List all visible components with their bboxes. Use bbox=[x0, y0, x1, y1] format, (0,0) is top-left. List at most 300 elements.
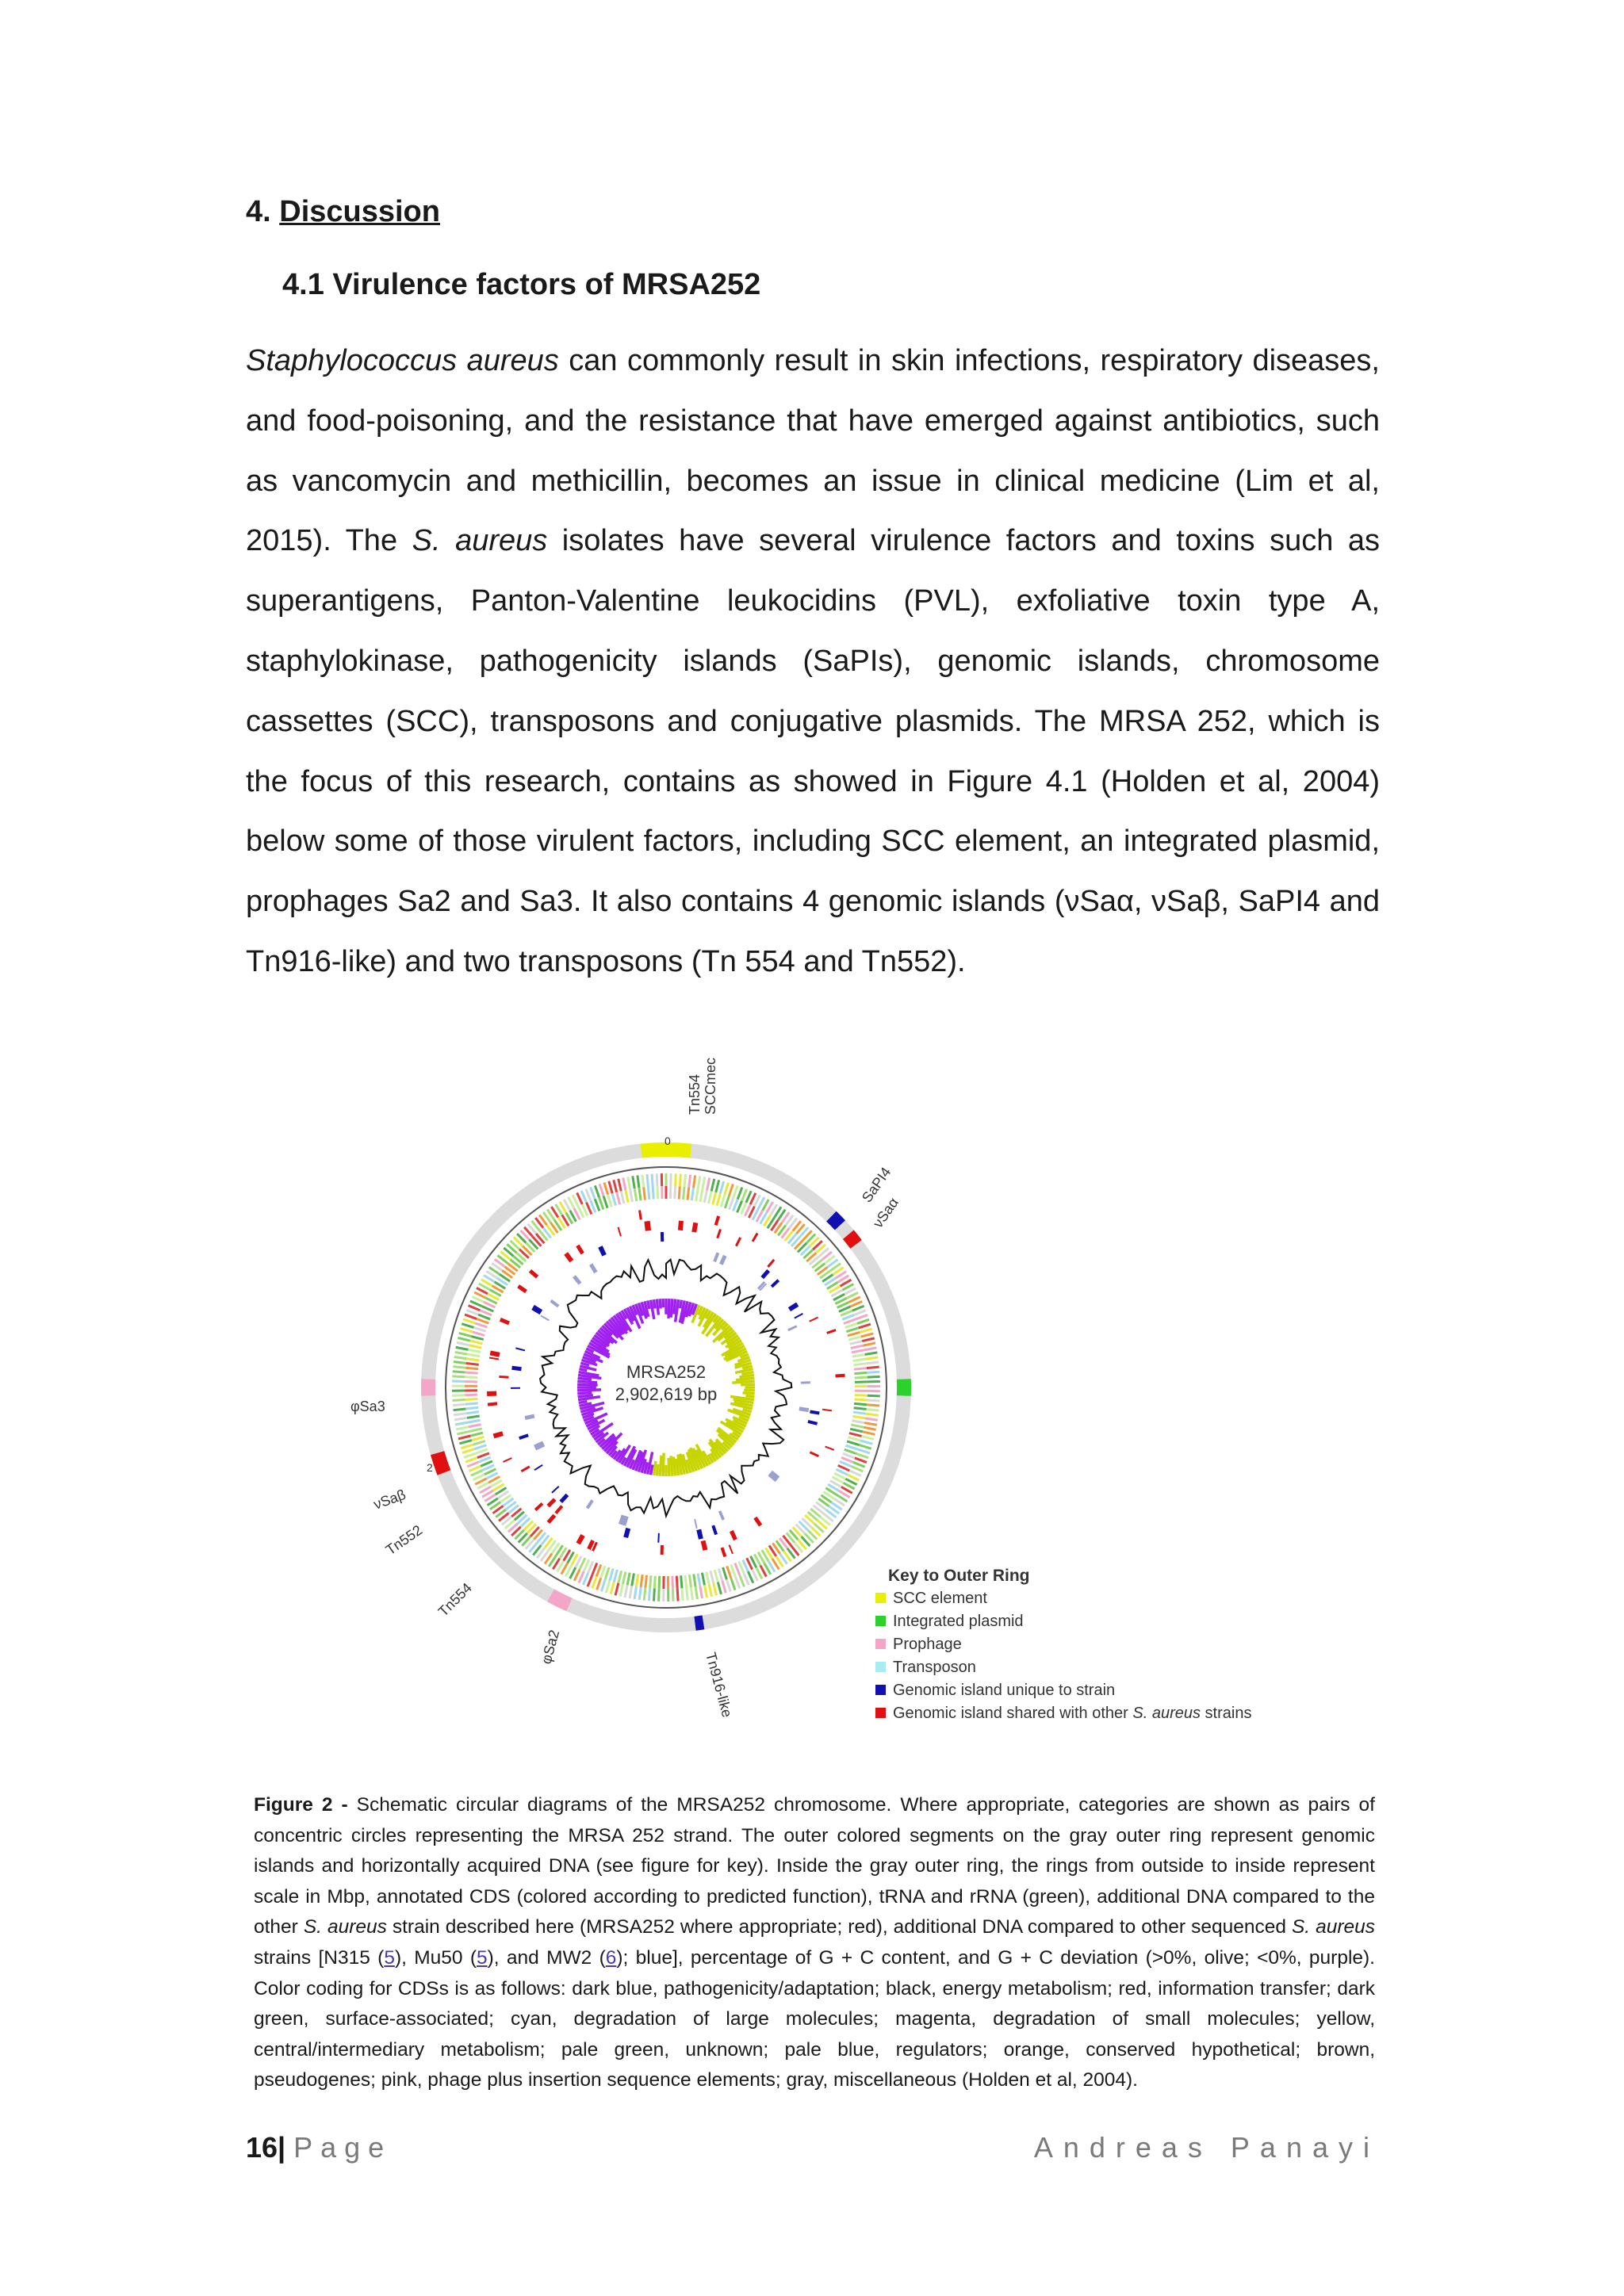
cds-tick bbox=[465, 1377, 477, 1378]
key-swatch bbox=[875, 1593, 886, 1603]
cds-tick bbox=[467, 1354, 480, 1357]
cds-tick bbox=[849, 1433, 862, 1437]
key-item-label: Transposon bbox=[893, 1659, 976, 1676]
cds-tick bbox=[467, 1416, 480, 1418]
cds-tick bbox=[467, 1359, 480, 1360]
feature-mark bbox=[548, 1515, 554, 1522]
cds-tick bbox=[574, 1569, 580, 1580]
cds-tick bbox=[731, 1565, 735, 1577]
circular-genome-diagram bbox=[333, 1039, 1316, 1752]
cds-tick bbox=[608, 1195, 612, 1207]
cds-tick bbox=[711, 1179, 714, 1192]
cds-tick bbox=[653, 1589, 654, 1601]
cds-tick bbox=[604, 1183, 608, 1195]
cds-tick bbox=[849, 1471, 861, 1476]
key-swatch bbox=[875, 1639, 886, 1649]
cds-tick bbox=[641, 1575, 642, 1587]
key-item-label: Genomic island shared with other S. aureus strains bbox=[893, 1705, 1252, 1722]
gc-content-bar bbox=[577, 1384, 598, 1385]
cds-tick bbox=[470, 1341, 483, 1344]
cds-tick bbox=[623, 1178, 626, 1191]
cds-tick bbox=[733, 1185, 737, 1197]
cds-tick bbox=[638, 1175, 639, 1188]
cds-tick bbox=[460, 1329, 472, 1332]
section-title: Discussion bbox=[279, 195, 440, 228]
feature-mark bbox=[488, 1403, 497, 1404]
gc-content-bar bbox=[671, 1456, 672, 1475]
gc-content-bar bbox=[578, 1395, 593, 1397]
cds-tick bbox=[592, 1576, 597, 1588]
cds-tick bbox=[615, 1583, 619, 1596]
caption-text-b: strain described here (MRSA252 where appropriate; red), additional DNA compared to other sequenced bbox=[386, 1916, 1292, 1938]
cds-tick bbox=[469, 1345, 482, 1348]
cds-tick bbox=[854, 1368, 867, 1370]
cds-tick bbox=[862, 1338, 875, 1341]
cds-tick bbox=[722, 1581, 726, 1593]
cds-tick bbox=[611, 1582, 614, 1594]
cds-tick bbox=[466, 1310, 478, 1314]
cds-tick bbox=[845, 1323, 857, 1327]
cds-tick bbox=[720, 1181, 723, 1193]
cds-tick bbox=[688, 1188, 689, 1200]
gc-content-bar bbox=[663, 1453, 664, 1476]
genome-size: 2,902,619 bp bbox=[615, 1384, 718, 1404]
gc-content-bar bbox=[653, 1461, 656, 1475]
cds-tick bbox=[859, 1445, 871, 1449]
feature-mark bbox=[588, 1500, 593, 1508]
cds-tick bbox=[742, 1189, 747, 1201]
feature-mark bbox=[736, 1238, 740, 1246]
cds-tick bbox=[645, 1575, 647, 1588]
feature-mark bbox=[534, 1465, 542, 1470]
cds-tick bbox=[672, 1589, 673, 1601]
feature-mark bbox=[799, 1409, 809, 1410]
cds-tick bbox=[588, 1575, 592, 1586]
cds-tick bbox=[469, 1429, 482, 1431]
cds-tick bbox=[841, 1311, 852, 1315]
feature-mark bbox=[577, 1246, 582, 1253]
feature-mark bbox=[714, 1253, 718, 1261]
cds-tick bbox=[677, 1589, 678, 1601]
caption-text-f: ); blue], percentage of G + C content, and G + C deviation (>0%, olive; <0%, purple). Color coding for CDSs is as follows: dark blue, pathogenicity/adaptation; black, energy metabolism; red, information transfer; dark green, surface-associated; cyan, degradation of large molecules; magenta, degradation of small molecules; yellow, central/intermediary metabolism; pale green, unknown; pale blue, regulators; orange, conserved hypothetical; brown, pseudogenes; pink, phage plus insertion sequence elements; gray, miscellaneous (Holden et al, 2004). bbox=[254, 1946, 1375, 2091]
cds-tick bbox=[468, 1349, 481, 1352]
cds-tick bbox=[458, 1436, 471, 1439]
cds-tick bbox=[744, 1573, 749, 1585]
cds-tick bbox=[731, 1578, 735, 1590]
cds-tick bbox=[627, 1573, 630, 1586]
cds-tick bbox=[586, 1189, 591, 1201]
cds-tick bbox=[864, 1348, 877, 1350]
gc-content-bar bbox=[660, 1456, 661, 1476]
feature-mark bbox=[732, 1531, 736, 1540]
cds-tick bbox=[471, 1471, 483, 1476]
cds-tick bbox=[455, 1352, 468, 1354]
cds-tick bbox=[599, 1184, 603, 1196]
feature-mark bbox=[753, 1234, 757, 1242]
cds-tick bbox=[687, 1588, 688, 1601]
gc-content-bar bbox=[736, 1378, 754, 1380]
cds-tick bbox=[851, 1345, 864, 1348]
cds-tick bbox=[599, 1197, 603, 1209]
cds-tick bbox=[858, 1449, 870, 1453]
cds-tick bbox=[603, 1196, 607, 1208]
feature-mark bbox=[500, 1319, 509, 1323]
cds-tick bbox=[854, 1311, 866, 1315]
cds-tick bbox=[855, 1377, 868, 1378]
cds-tick bbox=[469, 1425, 481, 1427]
feature-mark bbox=[694, 1223, 695, 1232]
cds-tick bbox=[650, 1575, 651, 1588]
feature-mark bbox=[695, 1519, 697, 1529]
gc-content-bar bbox=[651, 1464, 653, 1475]
label-vsab: νSaβ bbox=[371, 1486, 408, 1513]
feature-mark bbox=[512, 1368, 522, 1369]
cds-tick bbox=[474, 1445, 486, 1449]
cds-tick bbox=[710, 1571, 714, 1583]
outer-ring-segment bbox=[438, 1453, 444, 1473]
cds-tick bbox=[639, 1188, 641, 1200]
feature-mark bbox=[552, 1487, 559, 1493]
cds-tick bbox=[469, 1306, 481, 1311]
cds-tick bbox=[577, 1193, 583, 1205]
cds-tick bbox=[672, 1576, 673, 1589]
outer-ring-segment bbox=[831, 1216, 840, 1225]
cds-tick bbox=[591, 1187, 596, 1199]
label-phisa3: φSa3 bbox=[350, 1399, 385, 1414]
cds-tick bbox=[843, 1453, 855, 1458]
footer-separator: | bbox=[278, 2131, 294, 2164]
cds-tick bbox=[717, 1193, 720, 1205]
gc-content-bar bbox=[671, 1299, 672, 1317]
genome-figure bbox=[333, 1039, 1316, 1752]
cds-tick bbox=[681, 1575, 682, 1588]
label-sapi4: SaPI4 bbox=[858, 1164, 894, 1206]
cds-tick bbox=[630, 1189, 633, 1202]
cds-tick bbox=[609, 1181, 612, 1193]
figure-caption bbox=[254, 1790, 1375, 2096]
gc-content-bar bbox=[674, 1299, 676, 1314]
feature-mark bbox=[718, 1229, 721, 1238]
cds-tick bbox=[750, 1193, 756, 1205]
caption-text-d: ), Mu50 ( bbox=[394, 1946, 477, 1969]
cds-tick bbox=[867, 1367, 879, 1368]
cds-tick bbox=[740, 1575, 745, 1586]
cds-tick bbox=[866, 1414, 879, 1415]
cds-tick bbox=[716, 1180, 719, 1192]
cds-tick bbox=[698, 1574, 700, 1586]
cds-tick bbox=[459, 1441, 471, 1444]
cds-tick bbox=[844, 1319, 856, 1323]
cds-tick bbox=[465, 1368, 478, 1369]
feature-mark bbox=[515, 1348, 525, 1350]
cds-tick bbox=[856, 1315, 868, 1319]
feature-mark bbox=[530, 1271, 537, 1277]
cds-tick bbox=[659, 1576, 660, 1589]
cds-tick bbox=[579, 1571, 584, 1583]
page-number: 16 bbox=[246, 2131, 278, 2164]
cds-tick bbox=[735, 1563, 740, 1575]
cds-tick bbox=[702, 1573, 704, 1586]
cds-tick bbox=[453, 1367, 465, 1368]
cds-tick bbox=[620, 1584, 622, 1597]
cds-tick bbox=[465, 1314, 477, 1318]
cds-tick bbox=[458, 1431, 470, 1433]
cds-tick bbox=[610, 1568, 613, 1580]
cds-tick bbox=[454, 1418, 467, 1419]
feature-mark bbox=[503, 1458, 511, 1462]
feature-mark bbox=[713, 1525, 716, 1534]
feature-mark bbox=[772, 1280, 779, 1287]
cds-tick bbox=[848, 1297, 860, 1303]
gc-content-bar bbox=[657, 1464, 658, 1475]
cds-tick bbox=[867, 1409, 879, 1410]
section-number: 4. bbox=[246, 195, 280, 228]
key-item-label: Integrated plasmid bbox=[893, 1613, 1024, 1630]
feature-mark bbox=[658, 1533, 659, 1543]
feature-mark bbox=[762, 1271, 768, 1278]
cds-tick bbox=[860, 1329, 871, 1332]
section-heading bbox=[246, 195, 440, 229]
cds-tick bbox=[707, 1178, 710, 1191]
gc-content-bar bbox=[680, 1300, 682, 1309]
cds-tick bbox=[852, 1355, 865, 1357]
cds-tick bbox=[842, 1315, 854, 1320]
cds-tick bbox=[621, 1191, 624, 1203]
cds-tick bbox=[695, 1586, 697, 1599]
cds-tick bbox=[850, 1341, 863, 1345]
cds-tick bbox=[476, 1449, 488, 1453]
gc-content-bar bbox=[741, 1384, 755, 1385]
gc-content-bar bbox=[732, 1381, 754, 1383]
gc-content-bar bbox=[743, 1393, 755, 1394]
gc-content-bar bbox=[660, 1299, 661, 1308]
cds-tick bbox=[457, 1342, 469, 1345]
cds-tick bbox=[647, 1174, 648, 1187]
gc-content-bar bbox=[648, 1300, 649, 1309]
paragraph-text-1: can commonly result in skin infections, respiratory diseases, and food-poisoning, and the resistance that have emerged against antibiotics, such as vancomycin and methicillin, becomes an issue in clinical medicine (Lim et al, 2015). The bbox=[246, 344, 1380, 558]
feature-mark bbox=[640, 1210, 642, 1219]
feature-mark bbox=[561, 1494, 567, 1502]
gc-content-bar bbox=[577, 1393, 592, 1394]
cds-tick bbox=[462, 1324, 473, 1328]
cds-tick bbox=[461, 1445, 473, 1448]
feature-mark bbox=[768, 1260, 774, 1267]
cds-tick bbox=[855, 1395, 868, 1396]
cds-tick bbox=[466, 1363, 479, 1364]
caption-text-e: ), and MW2 ( bbox=[487, 1946, 606, 1969]
cds-tick bbox=[685, 1575, 687, 1588]
cds-tick bbox=[465, 1399, 477, 1400]
cds-tick bbox=[847, 1441, 859, 1445]
key-title: Key to Outer Ring bbox=[888, 1567, 1030, 1585]
feature-mark bbox=[551, 1300, 559, 1306]
cds-tick bbox=[472, 1437, 484, 1440]
cds-tick bbox=[852, 1416, 865, 1418]
cds-tick bbox=[473, 1327, 485, 1331]
cds-tick bbox=[642, 1175, 644, 1188]
cds-tick bbox=[654, 1576, 655, 1589]
genome-name: MRSA252 bbox=[626, 1362, 707, 1382]
cds-tick bbox=[595, 1199, 599, 1211]
cds-tick bbox=[709, 1584, 711, 1597]
cds-tick bbox=[866, 1362, 879, 1364]
reference-link-1[interactable]: 5 bbox=[384, 1946, 395, 1969]
cds-tick bbox=[639, 1587, 641, 1600]
label-tn916: Tn916-like bbox=[703, 1650, 736, 1720]
cds-tick bbox=[453, 1404, 465, 1405]
cds-tick bbox=[456, 1427, 469, 1429]
cds-tick bbox=[735, 1577, 739, 1589]
outer-ring-segment bbox=[642, 1150, 691, 1151]
cds-tick bbox=[454, 1409, 466, 1410]
feature-mark bbox=[525, 1416, 534, 1418]
cds-tick bbox=[477, 1319, 488, 1323]
cds-tick bbox=[475, 1323, 487, 1327]
cds-tick bbox=[864, 1423, 877, 1425]
cds-tick bbox=[626, 1190, 628, 1203]
cds-tick bbox=[853, 1412, 866, 1414]
feature-mark bbox=[618, 1227, 620, 1236]
cds-tick bbox=[851, 1301, 863, 1306]
feature-mark bbox=[808, 1422, 818, 1424]
gc-content-bar bbox=[668, 1458, 669, 1476]
cds-tick bbox=[865, 1353, 878, 1355]
feature-mark bbox=[489, 1357, 499, 1359]
feature-mark bbox=[566, 1253, 572, 1261]
caption-italic-2: S. aureus bbox=[1291, 1916, 1375, 1938]
cds-tick bbox=[713, 1192, 716, 1205]
cds-tick bbox=[852, 1306, 864, 1311]
cds-tick bbox=[470, 1301, 482, 1306]
outer-ring-segment bbox=[551, 1595, 569, 1605]
cds-tick bbox=[462, 1449, 474, 1453]
cds-tick bbox=[841, 1457, 853, 1462]
cds-tick bbox=[853, 1462, 865, 1467]
cds-tick bbox=[860, 1441, 872, 1444]
cds-tick bbox=[634, 1188, 637, 1201]
cds-tick bbox=[867, 1400, 879, 1401]
cds-tick bbox=[632, 1574, 634, 1586]
cds-tick bbox=[694, 1574, 695, 1586]
feature-mark bbox=[490, 1353, 500, 1354]
cds-tick bbox=[463, 1319, 475, 1323]
cds-tick bbox=[468, 1420, 481, 1422]
cds-tick bbox=[852, 1467, 864, 1471]
cds-tick bbox=[859, 1324, 871, 1328]
cds-tick bbox=[581, 1191, 586, 1203]
cds-tick bbox=[845, 1449, 856, 1453]
cds-tick bbox=[676, 1576, 677, 1589]
cds-tick bbox=[729, 1184, 733, 1196]
gc-content-bar bbox=[579, 1402, 588, 1403]
cds-tick bbox=[467, 1462, 479, 1467]
feature-mark bbox=[521, 1467, 529, 1471]
cds-tick bbox=[721, 1195, 725, 1207]
cds-tick bbox=[477, 1453, 489, 1458]
cds-tick bbox=[845, 1445, 857, 1449]
cds-tick bbox=[855, 1458, 867, 1463]
feature-mark bbox=[788, 1326, 797, 1330]
cds-tick bbox=[861, 1436, 874, 1439]
cds-tick bbox=[753, 1570, 758, 1581]
cds-tick bbox=[601, 1579, 605, 1591]
cds-tick bbox=[689, 1575, 691, 1587]
cds-tick bbox=[714, 1583, 717, 1596]
cds-tick bbox=[718, 1582, 721, 1594]
cds-tick bbox=[696, 1188, 699, 1201]
caption-text-c: strains [N315 ( bbox=[254, 1946, 385, 1969]
footer-author: Andreas Panayi bbox=[1033, 2131, 1380, 2164]
feature-mark bbox=[810, 1318, 818, 1322]
reference-link-3[interactable]: 6 bbox=[605, 1946, 617, 1969]
cds-tick bbox=[453, 1400, 465, 1401]
cds-tick bbox=[595, 1185, 599, 1197]
gc-content-bar bbox=[739, 1375, 754, 1377]
label-tn554-top: Tn554 bbox=[687, 1073, 703, 1115]
cds-tick bbox=[454, 1357, 467, 1358]
feature-mark bbox=[680, 1221, 681, 1230]
cds-tick bbox=[746, 1191, 751, 1203]
cds-tick bbox=[848, 1332, 860, 1335]
scale-zero-label: 0 bbox=[665, 1135, 671, 1147]
feature-mark bbox=[810, 1452, 818, 1456]
cds-tick bbox=[853, 1364, 866, 1365]
cds-tick bbox=[465, 1372, 478, 1373]
feature-mark bbox=[621, 1515, 624, 1524]
cds-tick bbox=[644, 1188, 645, 1200]
species-name: Staphylococcus aureus bbox=[246, 344, 559, 377]
page-footer bbox=[246, 2131, 1380, 2171]
cds-tick bbox=[868, 1395, 880, 1396]
label-vsaa: νSaα bbox=[869, 1194, 902, 1231]
cds-tick bbox=[725, 1196, 729, 1208]
subsection-heading: 4.1 Virulence factors of MRSA252 bbox=[282, 268, 761, 301]
cds-tick bbox=[737, 1188, 742, 1200]
cds-tick bbox=[614, 1180, 617, 1192]
cds-tick bbox=[478, 1314, 490, 1319]
cds-tick bbox=[850, 1429, 863, 1432]
cds-tick bbox=[464, 1453, 476, 1457]
cds-tick bbox=[634, 1586, 636, 1599]
cds-tick bbox=[605, 1567, 609, 1579]
feature-mark bbox=[578, 1535, 583, 1543]
cds-tick bbox=[723, 1567, 727, 1579]
caption-italic-1: S. aureus bbox=[303, 1916, 387, 1938]
reference-link-2[interactable]: 5 bbox=[477, 1946, 488, 1969]
key-item-label: Genomic island unique to strain bbox=[893, 1682, 1116, 1699]
cds-tick bbox=[473, 1332, 485, 1335]
cds-tick bbox=[703, 1177, 705, 1189]
body-paragraph bbox=[246, 331, 1380, 993]
cds-tick bbox=[725, 1183, 729, 1195]
gc-content-bar bbox=[578, 1378, 592, 1380]
cds-tick bbox=[625, 1585, 627, 1598]
cds-tick bbox=[472, 1296, 483, 1302]
feature-mark bbox=[519, 1286, 527, 1292]
cds-tick bbox=[473, 1475, 485, 1480]
cds-tick bbox=[729, 1198, 733, 1210]
cds-tick bbox=[737, 1201, 742, 1213]
cds-tick bbox=[454, 1414, 466, 1415]
cds-tick bbox=[853, 1359, 866, 1360]
cds-tick bbox=[659, 1589, 660, 1601]
key-item-label: Prophage bbox=[893, 1636, 962, 1653]
cds-tick bbox=[727, 1566, 731, 1578]
cds-tick bbox=[857, 1319, 869, 1323]
cds-tick bbox=[854, 1408, 867, 1410]
cds-tick bbox=[863, 1343, 875, 1345]
cds-tick bbox=[726, 1579, 730, 1591]
